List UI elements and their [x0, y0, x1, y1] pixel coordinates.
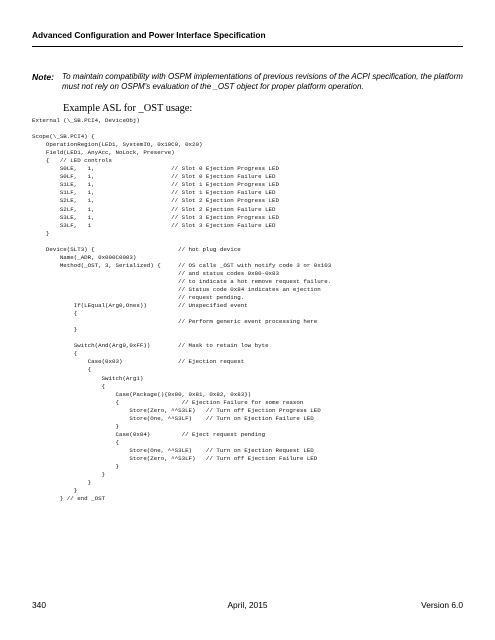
footer-page-number: 340 — [32, 600, 46, 610]
note-label: Note: — [32, 72, 54, 82]
note-text: To maintain compatibility with OSPM implementations of previous revisions of the ACPI specification, the platform must not rely on OSPM's evaluation of the _OST object for proper platform operation. — [62, 72, 463, 91]
footer-version: Version 6.0 — [421, 600, 463, 610]
footer-date: April, 2015 — [227, 600, 268, 610]
asl-code-listing: External (\_SB.PCI4, DeviceObj) Scope(\_SB.PCI4) { OperationRegion(LED1, SystemIO, 0x10C0, 0x20) Field(LED1, AnyAcc, NoLock, Preserve) { // LED controls S0LE, 1, // Slot 0 Ejection Progress LED S0LF, 1, // Slot 0 Ejection Failure LED S1LE, 1, // Slot 1 Ejection Progress LED S1LF, 1, // Slot 1 Ejection Failure LED S2LE, 1, // Slot 2 Ejection Progress LED S2LF, 1, // Slot 2 Ejection Failure LED S3LE, 1, // Slot 3 Ejection Progress LED S3LF, 1 // Slot 3 Ejection Failure LED } Device(SLT3) { // hot plug device Name(_ADR, 0x000C0003) Method(_OST, 3, Serialized) { // OS calls _OST with notify code 3 or 0x103 // and status codes 0x80-0x83 // to indicate a hot remove request failure. // Status code 0x84 indicates an ejection // request pending. If(LEqual(Arg0,Ones)) // Unspecified event { // Perform generic event processing here } Switch(And(Arg0,0xFF)) // Mask to retain low byte { Case(0x03) // Ejection request { Switch(Arg1) { Case(Package(){0x80, 0x81, 0x82, 0x83}) { // Ejection Failure for some reason Store(Zero, ^^S3LE) // Turn off Ejection Progress LED Store(One, ^^S3LF) // Turn on Ejection Failure LED } Case(0x84) // Eject request pending { Store(One, ^^S3LE) // Turn on Ejection Request LED Store(Zero, ^^S3LF) // Turn off Ejection Failure LED } } } } } // end _OST — [32, 117, 332, 503]
header-divider — [32, 46, 463, 47]
example-heading: Example ASL for _OST usage: — [63, 103, 193, 114]
page-header-title: Advanced Configuration and Power Interface Specification — [32, 30, 266, 40]
